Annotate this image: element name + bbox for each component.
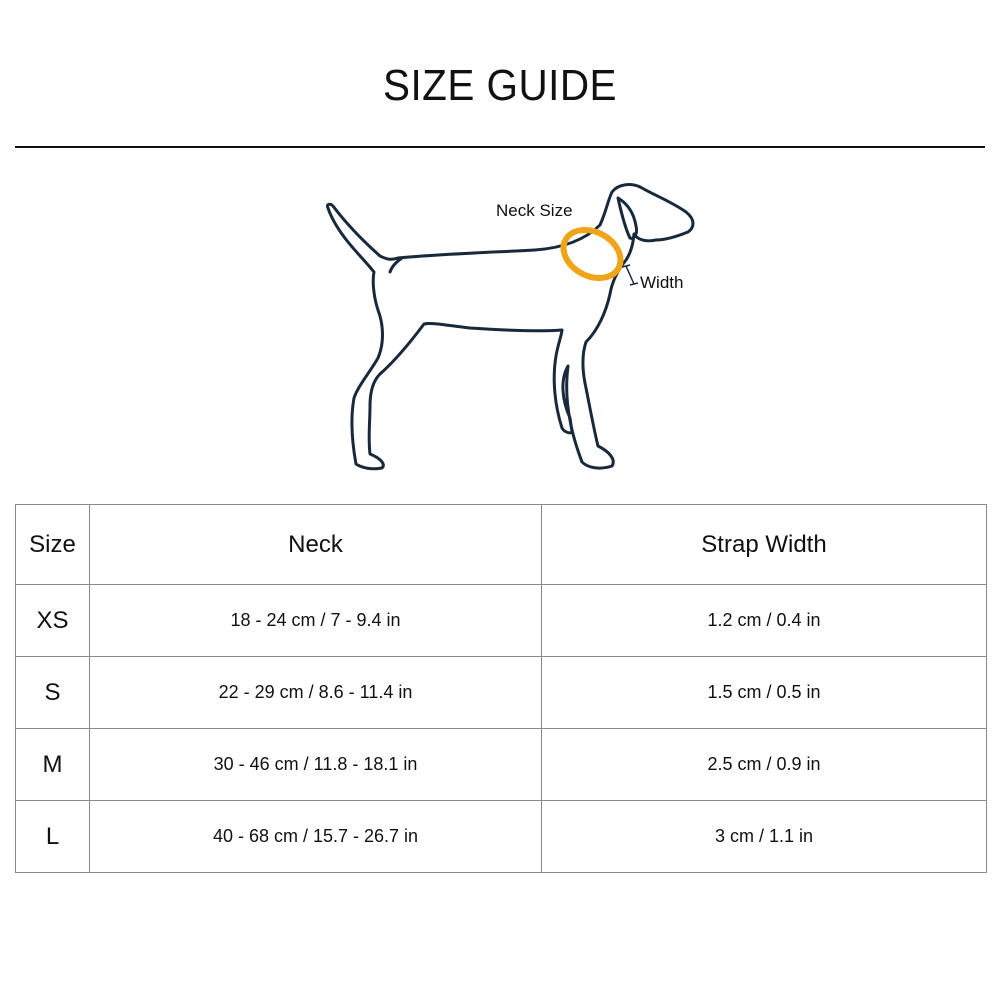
header-size: Size bbox=[16, 505, 90, 585]
table-row bbox=[16, 585, 987, 657]
table-row bbox=[16, 657, 987, 729]
size-table bbox=[15, 504, 987, 873]
neck-size-label: Neck Size bbox=[496, 201, 573, 220]
size-cell: S bbox=[16, 657, 90, 729]
size-cell: XS bbox=[16, 585, 90, 657]
size-cell: L bbox=[16, 801, 90, 873]
header-strap-width: Strap Width bbox=[542, 505, 987, 585]
table-row bbox=[16, 729, 987, 801]
dog-diagram bbox=[300, 170, 720, 490]
page-title: SIZE GUIDE bbox=[382, 61, 618, 110]
header-neck: Neck bbox=[90, 505, 542, 585]
collar-ring-icon bbox=[555, 220, 629, 287]
strap-width-cell: 1.5 cm / 0.5 in bbox=[542, 657, 987, 729]
table-row bbox=[16, 801, 987, 873]
neck-cell: 18 - 24 cm / 7 - 9.4 in bbox=[90, 585, 542, 657]
neck-cell: 40 - 68 cm / 15.7 - 26.7 in bbox=[90, 801, 542, 873]
neck-cell: 22 - 29 cm / 8.6 - 11.4 in bbox=[90, 657, 542, 729]
dog-outline-icon bbox=[327, 185, 693, 469]
width-label: Width bbox=[640, 273, 684, 292]
strap-width-cell: 3 cm / 1.1 in bbox=[542, 801, 987, 873]
table-header-row bbox=[16, 505, 987, 585]
width-measure-icon bbox=[622, 265, 638, 285]
strap-width-cell: 1.2 cm / 0.4 in bbox=[542, 585, 987, 657]
size-cell: M bbox=[16, 729, 90, 801]
dog-ear-icon bbox=[618, 198, 637, 238]
title-divider bbox=[15, 146, 985, 148]
strap-width-cell: 2.5 cm / 0.9 in bbox=[542, 729, 987, 801]
neck-cell: 30 - 46 cm / 11.8 - 18.1 in bbox=[90, 729, 542, 801]
